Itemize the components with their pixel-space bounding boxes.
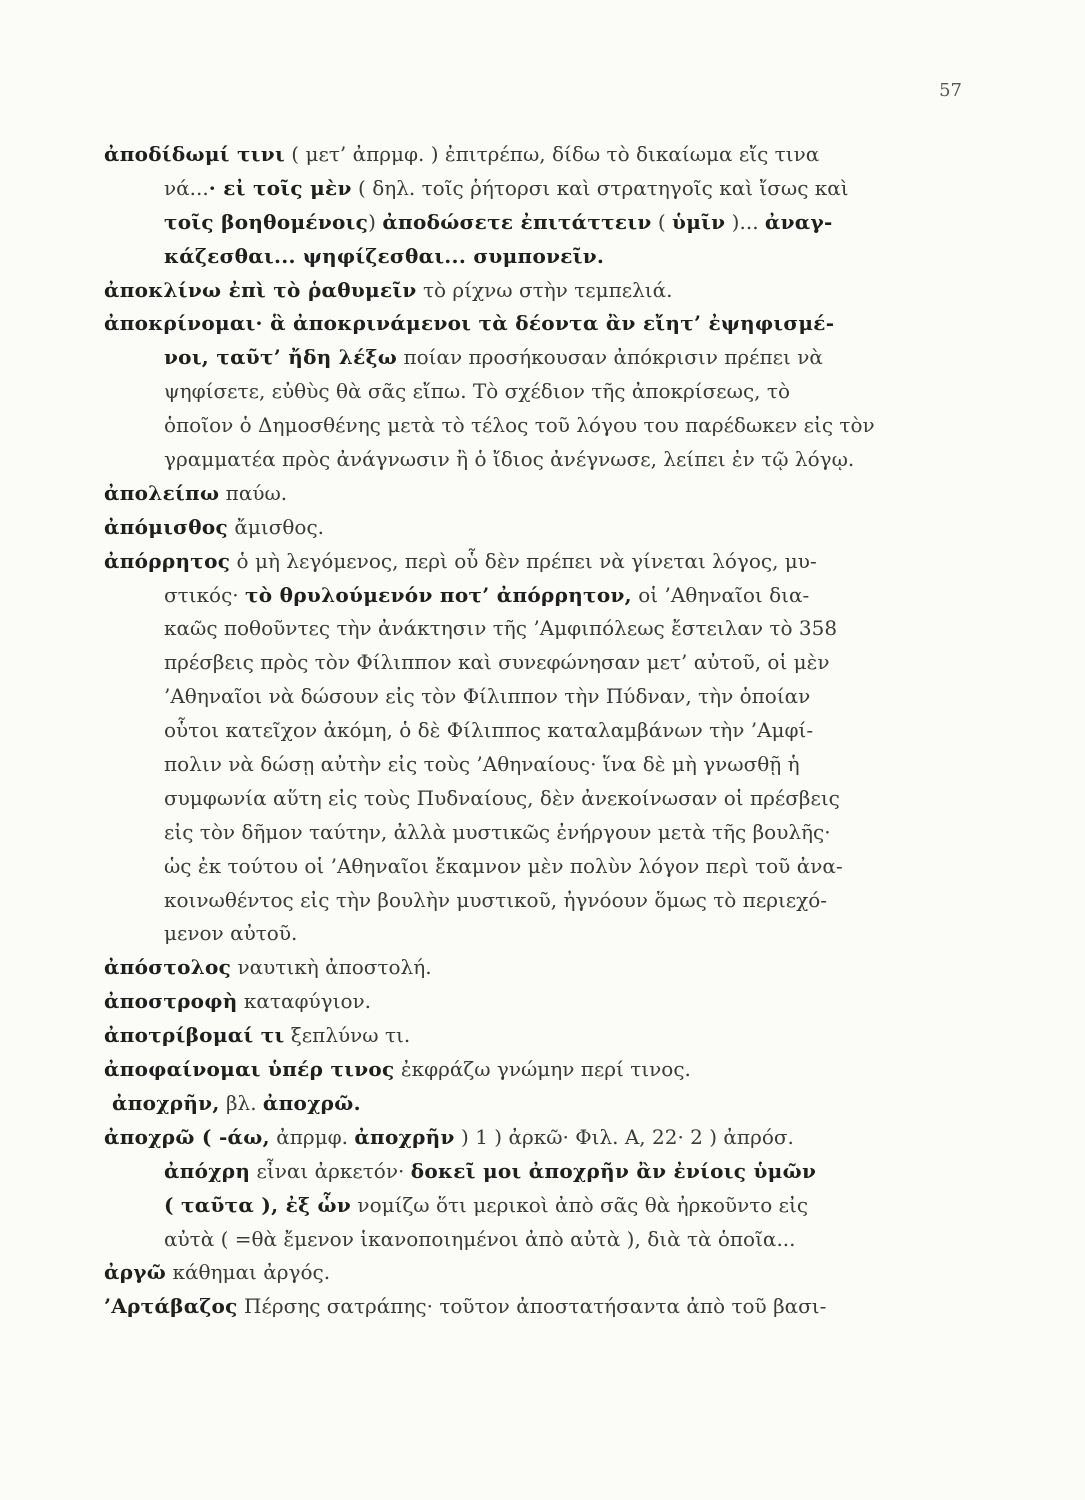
definition-text: ): [368, 209, 383, 234]
text-line: [104, 206, 960, 240]
text-line: [104, 1121, 960, 1155]
text-line: [104, 917, 960, 951]
definition-text: ) 1 ) ἀρκῶ· Φιλ. Α, 22· 2 ) ἀπρόσ.: [454, 1124, 794, 1149]
text-line: [104, 1087, 960, 1121]
text-line: [104, 1256, 960, 1290]
definition-text: τὸ ρίχνω στὴν τεμπελιά.: [416, 277, 673, 302]
definition-text: αὐτὰ ( =θὰ ἔμενον ἱκανοποιημένοι ἀπὸ αὐτὰ ), διὰ τὰ ὁποῖα...: [164, 1226, 796, 1251]
headword-text: ἀποδώσετε ἐπιτάττειν: [382, 209, 652, 234]
definition-text: πρέσβεις πρὸς τὸν Φίλιππον καὶ συνεφώνησαν μετ’ αὐτοῦ, οἱ μὲν: [164, 650, 830, 675]
definition-text: (: [651, 209, 673, 234]
definition-text: κάθημαι ἀργός.: [166, 1260, 331, 1285]
definition-text: οὗτοι κατεῖχον ἀκόμη, ὁ δὲ Φίλιππος καταλαμβάνων τὴν ’Αμφί-: [164, 718, 814, 743]
definition-text: συμφωνία αὕτη εἰς τοὺς Πυδναίους, δὲν ἀνεκοίνωσαν οἱ πρέσβεις: [164, 785, 840, 810]
text-line: [104, 985, 960, 1019]
headword-text: ὑμῖν: [672, 209, 726, 234]
definition-text: μενον αὐτοῦ.: [164, 921, 298, 946]
definition-text: ( μετ’ ἀπρμφ. ) ἐπιτρέπω, δίδω τὸ δικαίωμα εἴς τινα: [284, 142, 820, 166]
text-line: [104, 612, 960, 646]
headword-text: κάζεσθαι... ψηφίζεσθαι... συμπονεῖν.: [164, 243, 605, 268]
definition-text: εἶναι ἀρκετόν·: [250, 1158, 411, 1183]
headword-text: ἀποστροφὴ: [104, 989, 238, 1014]
headword-text: ἀπόμισθος: [104, 514, 228, 539]
definition-text: ψηφίσετε, εὐθὺς θὰ σᾶς εἴπω. Τὸ σχέδιον τῆς ἀποκρίσεως, τὸ: [164, 379, 790, 404]
text-line: [104, 274, 960, 308]
definition-text: ναυτικὴ ἀποστολή.: [231, 955, 432, 980]
definition-text: νομίζω ὅτι μερικοὶ ἀπὸ σᾶς θὰ ἠρκοῦντο εἰς: [351, 1192, 809, 1217]
text-line: [104, 816, 960, 850]
dictionary-body: [104, 138, 960, 1324]
headword-text: ἀποχρῶ.: [262, 1090, 361, 1115]
text-line: [104, 748, 960, 782]
headword-text: ἀποχρῆν,: [112, 1090, 220, 1115]
text-line: [104, 375, 960, 409]
headword-text: ἀποκρίνομαι· ἃ ἀποκρινάμενοι τὰ δέοντα ἂν εἴητ’ ἐψηφισμέ-: [104, 311, 835, 336]
definition-text: νά...: [164, 175, 209, 200]
headword-text: · εἰ τοῖς μὲν: [208, 175, 352, 200]
text-line: [104, 1155, 960, 1189]
definition-text: Πέρσης σατράπης· τοῦτον ἀποστατήσαντα ἀπὸ τοῦ βασι-: [237, 1294, 827, 1319]
definition-text: ὁ μὴ λεγόμενος, περὶ οὗ δὲν πρέπει νὰ γίνεται λόγος, μυ-: [230, 548, 817, 573]
text-line: [104, 240, 960, 274]
text-line: [104, 138, 960, 172]
text-line: [104, 307, 960, 341]
text-line: [104, 1223, 960, 1257]
text-line: [104, 850, 960, 884]
definition-text: ἐκφράζω γνώμην περί τινος.: [394, 1057, 691, 1082]
text-line: [104, 884, 960, 918]
definition-text: οἱ ’Αθηναῖοι δια-: [631, 582, 810, 607]
text-line: [104, 172, 960, 206]
headword-text: νοι, ταῦτ’ ἤδη λέξω: [164, 345, 398, 370]
headword-text: ἀποχρῶ ( -άω,: [104, 1124, 270, 1149]
definition-text: εἰς τὸν δῆμον ταύτην, ἀλλὰ μυστικῶς ἐνήργουν μετὰ τῆς βουλῆς·: [164, 819, 831, 844]
page-number: 57: [939, 80, 962, 101]
text-line: [104, 951, 960, 985]
text-line: [104, 1290, 960, 1324]
definition-text: καῶς ποθοῦντες τὴν ἀνάκτησιν τῆς ’Αμφιπόλεως ἔστειλαν τὸ 358: [164, 616, 838, 641]
definition-text: ὁποῖον ὁ Δημοσθένης μετὰ τὸ τέλος τοῦ λόγου του παρέδωκεν εἰς τὸν: [164, 413, 875, 438]
definition-text: κοινωθέντος εἰς τὴν βουλὴν μυστικοῦ, ἠγνόουν ὅμως τὸ περιεχό-: [164, 887, 828, 912]
text-line: [104, 680, 960, 714]
headword-text: ’Αρτάβαζος: [104, 1294, 238, 1319]
headword-text: ἀναγ-: [764, 209, 833, 234]
text-line: [104, 443, 960, 477]
text-line: [104, 545, 960, 579]
headword-text: δοκεῖ μοι ἀποχρῆν ἂν ἐνίοις ὑμῶν: [410, 1158, 817, 1183]
definition-text: στικός·: [164, 582, 246, 607]
definition-text: )...: [725, 209, 765, 234]
headword-text: τοῖς βοηθομένοις: [164, 209, 369, 234]
definition-text: ξεπλύνω τι.: [284, 1023, 411, 1048]
headword-text: ( ταῦτα ), ἐξ ὧν: [164, 1192, 352, 1217]
headword-text: ἀποκλίνω ἐπὶ τὸ ῥαθυμεῖν: [104, 277, 417, 302]
definition-text: καταφύγιον.: [237, 989, 372, 1014]
definition-text: ( δηλ. τοῖς ῥήτορσι καὶ στρατηγοῖς καὶ ἴσως καὶ: [351, 175, 849, 200]
definition-text: γραμματέα πρὸς ἀνάγνωσιν ἢ ὁ ἴδιος ἀνέγνωσε, λείπει ἐν τῷ λόγῳ.: [164, 447, 855, 472]
text-line: [104, 1019, 960, 1053]
headword-text: ἀργῶ: [104, 1260, 167, 1285]
text-line: [104, 714, 960, 748]
text-line: [104, 782, 960, 816]
headword-text: ἀποφαίνομαι ὑπέρ τινος: [104, 1057, 395, 1082]
text-line: [104, 646, 960, 680]
text-line: [104, 1053, 960, 1087]
text-line: [104, 579, 960, 613]
text-line: [104, 1189, 960, 1223]
definition-text: πολιν νὰ δώσῃ αὐτὴν εἰς τοὺς ’Αθηναίους· ἵνα δὲ μὴ γνωσθῇ ἡ: [164, 752, 800, 777]
definition-text: βλ.: [219, 1090, 263, 1115]
definition-text: παύω.: [219, 480, 288, 505]
headword-text: ἀπόρρητος: [104, 548, 231, 573]
definition-text: ’Αθηναῖοι νὰ δώσουν εἰς τὸν Φίλιππον τὴν Πύδναν, τὴν ὁποίαν: [164, 684, 811, 709]
definition-text: ποίαν προσήκουσαν ἀπόκρισιν πρέπει νὰ: [397, 345, 823, 370]
headword-text: ἀπόχρη: [164, 1158, 251, 1183]
definition-text: ἄμισθος.: [228, 514, 324, 539]
headword-text: ἀποχρῆν: [354, 1124, 455, 1149]
headword-text: ἀποδίδωμί τινι: [104, 142, 285, 166]
headword-text: τὸ θρυλούμενόν ποτ’ ἀπόρρητον,: [245, 582, 632, 607]
text-line: [104, 341, 960, 375]
definition-text: ἀπρμφ.: [269, 1124, 355, 1149]
headword-text: ἀπολείπω: [104, 480, 220, 505]
headword-text: ἀποτρίβομαί τι: [104, 1023, 285, 1048]
text-line: [104, 409, 960, 443]
text-line: [104, 511, 960, 545]
headword-text: ἀπόστολος: [104, 955, 232, 980]
text-line: [104, 477, 960, 511]
definition-text: ὡς ἐκ τούτου οἱ ’Αθηναῖοι ἔκαμνον μὲν πολὺν λόγον περὶ τοῦ ἀνα-: [164, 853, 843, 878]
